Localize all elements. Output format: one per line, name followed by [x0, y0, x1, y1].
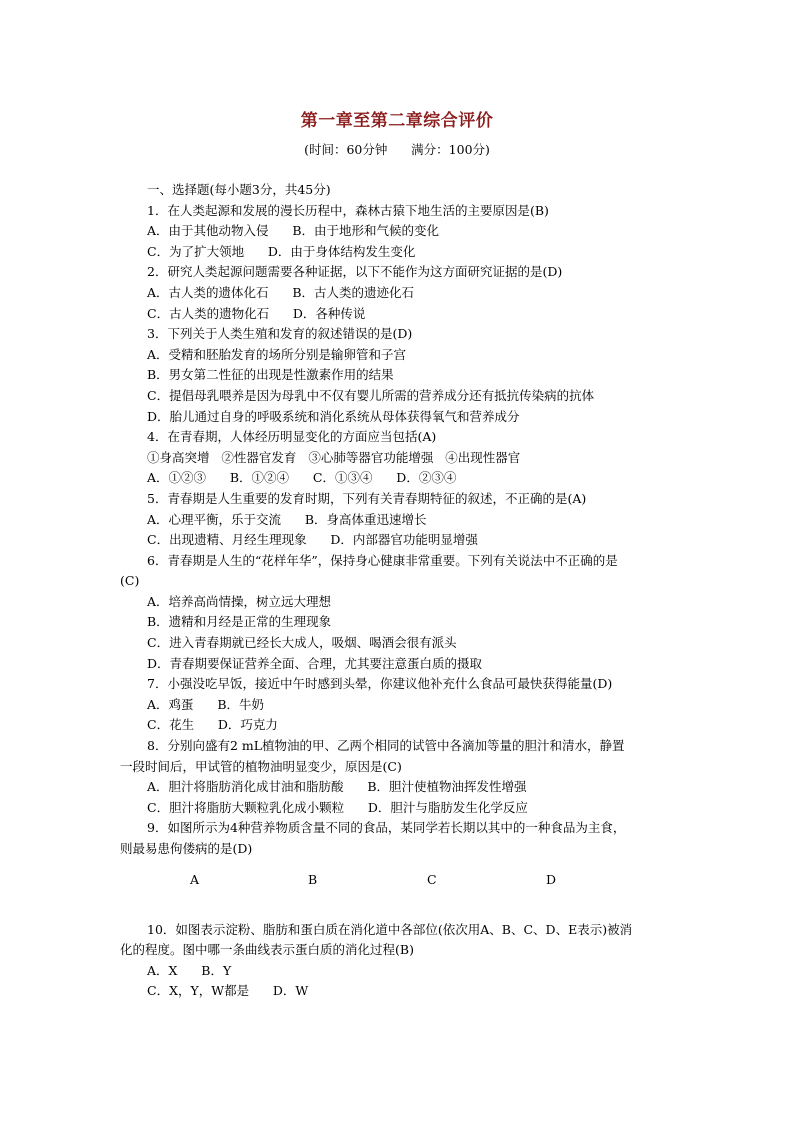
question-7-options-cd: C．花生 D．巧克力	[147, 717, 278, 733]
question-3-option-d: D．胎儿通过自身的呼吸系统和消化系统从母体获得氧气和营养成分	[147, 408, 520, 424]
section-heading: 一、选择题(每小题3分，共45分)	[147, 182, 331, 197]
question-8-options-ab: A．胆汁将脂肪消化成甘油和脂肪酸 B．胆汁使植物油挥发性增强	[147, 779, 527, 795]
question-1-options-ab: A．由于其他动物入侵 B．由于地形和气候的变化	[147, 223, 440, 239]
question-9-figure-labels	[120, 860, 680, 920]
question-2-options-ab: A．古人类的遗体化石 B．古人类的遗迹化石	[147, 284, 415, 300]
question-4: 4．在青春期，人体经历明显变化的方面应当包括(A)	[147, 429, 437, 445]
figure-label-a: A	[190, 871, 200, 887]
question-8-options-cd: C．胆汁将脂肪大颗粒乳化成小颗粒 D．胆汁与脂肪发生化学反应	[147, 799, 528, 815]
page-title: 第一章至第二章综合评价	[300, 111, 494, 131]
question-6-option-b: B．遗精和月经是正常的生理现象	[147, 614, 332, 630]
figure-label-d: D	[546, 871, 557, 887]
question-1: 1．在人类起源和发展的漫长历程中，森林古猿下地生活的主要原因是(B)	[147, 202, 549, 218]
question-5-options-cd: C．出现遗精、月经生理现象 D．内部器官功能明显增强	[147, 532, 478, 548]
question-content	[120, 180, 680, 1002]
question-7-options-ab: A．鸡蛋 B．牛奶	[147, 696, 265, 712]
question-10: 10．如图表示淀粉、脂肪和蛋白质在消化道中各部位(依次用A、B、C、D、E表示)被消	[147, 921, 633, 937]
question-9: 9．如图所示为4种营养物质含量不同的食品，某同学若长期以其中的一种食品为主食，	[147, 820, 626, 836]
question-3: 3．下列关于人类生殖和发育的叙述错误的是(D)	[147, 326, 413, 342]
question-4-items: ①身高突增 ②性器官发育 ③心肺等器官功能增强 ④出现性器官	[147, 449, 521, 465]
question-4-options: A．①②③ B．①②④ C．①③④ D．②③④	[147, 470, 457, 486]
question-5: 5．青春期是人生重要的发育时期，下列有关青春期特征的叙述，不正确的是(A)	[147, 490, 587, 506]
question-10-continued: 化的程度。图中哪一条曲线表示蛋白质的消化过程(B)	[120, 942, 414, 958]
question-2-options-cd: C．古人类的遗物化石 D．各种传说	[147, 305, 366, 321]
figure-label-b: B	[308, 871, 318, 887]
question-6: 6．青春期是人生的“花样年华”，保持身心健康非常重要。下列有关说法中不正确的是	[147, 552, 618, 568]
question-8-continued: 一段时间后，甲试管的植物油明显变少，原因是(C)	[120, 758, 402, 774]
question-6-continued: (C)	[120, 573, 140, 589]
question-3-option-a: A．受精和胚胎发育的场所分别是输卵管和子宫	[147, 346, 407, 362]
question-8: 8．分别向盛有2 mL植物油的甲、乙两个相同的试管中各滴加等量的胆汁和清水，静置	[147, 738, 625, 754]
question-2: 2．研究人类起源问题需要各种证据，以下不能作为这方面研究证据的是(D)	[147, 264, 563, 280]
question-6-option-a: A．培养高尚情操，树立远大理想	[147, 593, 332, 609]
question-10-options-cd: C．X，Y，W都是 D．W	[147, 983, 309, 999]
question-6-option-d: D．青春期要保证营养全面、合理，尤其要注意蛋白质的摄取	[147, 655, 483, 671]
exam-info: (时间：60分钟 满分：100分)	[304, 142, 490, 157]
question-10-options-ab: A．X B．Y	[147, 962, 232, 978]
question-3-option-b: B．男女第二性征的出现是性激素作用的结果	[147, 367, 394, 383]
question-9-continued: 则最易患佝偻病的是(D)	[120, 841, 253, 856]
question-1-options-cd: C．为了扩大领地 D．由于身体结构发生变化	[147, 243, 416, 259]
question-7: 7．小强没吃早饭，接近中午时感到头晕，你建议他补充什么食品可最快获得能量(D)	[147, 676, 613, 692]
question-5-options-ab: A．心理平衡，乐于交流 B．身高体重迅速增长	[147, 511, 427, 527]
question-6-option-c: C．进入青春期就已经长大成人，吸烟、喝酒会很有派头	[147, 635, 457, 651]
question-3-option-c: C．提倡母乳喂养是因为母乳中不仅有婴儿所需的营养成分还有抵抗传染病的抗体	[147, 387, 595, 403]
figure-label-c: C	[427, 871, 437, 887]
